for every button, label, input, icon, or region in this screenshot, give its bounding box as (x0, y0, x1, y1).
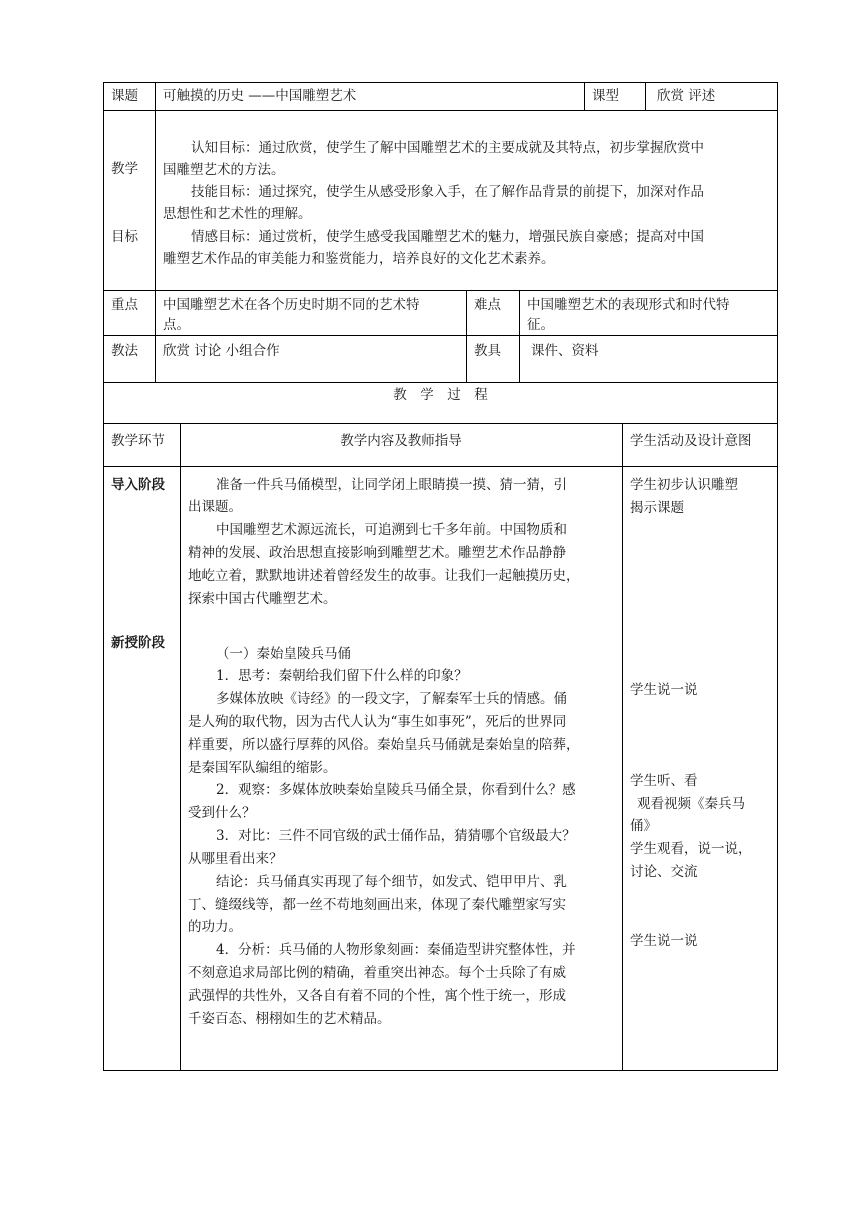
activity-line: 学生初步认识雕塑 (630, 477, 738, 493)
stage-column-header: 教学环节 (111, 433, 165, 449)
activity-column-header: 学生活动及设计意图 (630, 433, 752, 449)
stage-new: 新授阶段 (111, 635, 165, 651)
table-border-top (103, 82, 778, 83)
content-line: 样重要，所以盛行厚葬的风俗。秦始皇兵马俑就是秦始皇的陪葬， (188, 737, 580, 753)
goals-line: 国雕塑艺术的方法。 (163, 162, 285, 178)
goals-label-top: 教学 (111, 161, 138, 177)
method-value: 欣赏 讨论 小组合作 (163, 343, 280, 359)
content-line: 精神的发展、政治思想直接影响到雕塑艺术。雕塑艺术作品静静 (188, 545, 566, 561)
content-line: 中国雕塑艺术源远流长，可追溯到七千多年前。中国物质和 (216, 522, 567, 538)
content-line: 是人殉的取代物，因为古代人认为“事生如事死”，死后的世界同 (188, 714, 567, 730)
activity-line: 俑》 (630, 818, 657, 834)
col-divider (645, 82, 646, 111)
table-border-right (777, 82, 778, 1071)
content-line: 多媒体放映《诗经》的一段文字，了解秦军士兵的情感。俑 (216, 691, 567, 707)
key-point-label: 重点 (111, 297, 138, 313)
key-point-text: 中国雕塑艺术在各个历史时期不同的艺术特 (163, 297, 420, 313)
row-divider (103, 335, 778, 336)
content-line: 探索中国古代雕塑艺术。 (188, 591, 337, 607)
content-line: 4．分析：兵马俑的人物形象刻画：秦俑造型讲究整体性，并 (216, 942, 576, 958)
goals-line: 认知目标：通过欣赏，使学生了解中国雕塑艺术的主要成就及其特点，初步掌握欣赏中 (191, 140, 704, 156)
method-label: 教法 (111, 343, 138, 359)
type-label: 课型 (592, 88, 619, 104)
process-title: 教 学 过 程 (393, 387, 488, 403)
table-border-left (103, 82, 104, 1071)
table-border-bottom (103, 1070, 778, 1071)
activity-line: 学生观看，说一说， (630, 841, 752, 857)
difficulty-text: 征。 (527, 317, 554, 333)
content-line: 地屹立着，默默地讲述着曾经发生的故事。让我们一起触摸历史， (188, 568, 580, 584)
content-line: 不刻意追求局部比例的精确，着重突出神态。每个士兵除了有威 (188, 965, 566, 981)
content-line: 丁、缝缀线等，都一丝不苟地刻画出来，体现了秦代雕塑家写实 (188, 897, 566, 913)
content-line: 千姿百态、栩栩如生的艺术精品。 (188, 1011, 391, 1027)
row-divider (103, 290, 778, 291)
type-value: 欣赏 评述 (657, 88, 716, 104)
activity-line: 学生说一说 (630, 682, 698, 698)
activity-line: 学生听、看 (630, 773, 698, 789)
goals-label-bottom: 目标 (111, 229, 138, 245)
difficulty-label: 难点 (474, 297, 501, 313)
row-divider (103, 466, 778, 467)
col-divider (584, 82, 585, 111)
content-line: 受到什么？ (188, 805, 256, 821)
content-line: 是秦国军队编组的缩影。 (188, 760, 337, 776)
goals-line: 雕塑艺术作品的审美能力和鉴赏能力，培养良好的文化艺术素养。 (163, 251, 555, 267)
goals-line: 思想性和艺术性的理解。 (163, 206, 312, 222)
stage-intro: 导入阶段 (111, 477, 165, 493)
col-divider (466, 290, 467, 383)
row-divider (103, 423, 778, 424)
key-point-text: 点。 (163, 317, 190, 333)
row-divider (103, 110, 778, 111)
content-line: 武强悍的共性外，又各自有着不同的个性，寓个性于统一，形成 (188, 988, 566, 1004)
activity-line: 学生说一说 (630, 933, 698, 949)
content-line: （一）秦始皇陵兵马俑 (216, 646, 351, 662)
content-line: 结论：兵马俑真实再现了每个细节，如发式、铠甲甲片、乳 (216, 874, 567, 890)
tools-value: 课件、资料 (531, 343, 599, 359)
difficulty-text: 中国雕塑艺术的表现形式和时代特 (527, 297, 730, 313)
content-line: 3．对比：三件不同官级的武士俑作品，猜猜哪个官级最大？ (216, 828, 576, 844)
topic-label: 课题 (111, 88, 138, 104)
col-divider (180, 423, 181, 1071)
col-divider (519, 290, 520, 383)
tools-label: 教具 (474, 343, 501, 359)
activity-line: 讨论、交流 (630, 864, 698, 880)
content-line: 2．观察：多媒体放映秦始皇陵兵马俑全景，你看到什么？感 (216, 782, 576, 798)
goals-line: 技能目标：通过探究，使学生从感受形象入手，在了解作品背景的前提下，加深对作品 (191, 184, 704, 200)
col-divider (622, 423, 623, 1071)
activity-line: 揭示课题 (630, 500, 684, 516)
content-column-header: 教学内容及教师指导 (340, 433, 462, 449)
goals-line: 情感目标：通过赏析，使学生感受我国雕塑艺术的魅力，增强民族自豪感；提高对中国 (191, 229, 704, 245)
content-line: 的功力。 (188, 919, 242, 935)
content-line: 1．思考：秦朝给我们留下什么样的印象？ (216, 668, 468, 684)
content-line: 从哪里看出来？ (188, 851, 283, 867)
content-line: 出课题。 (188, 499, 242, 515)
topic-value: 可触摸的历史 ——中国雕塑艺术 (163, 88, 357, 104)
col-divider (155, 82, 156, 383)
content-line: 准备一件兵马俑模型，让同学闭上眼睛摸一摸、猜一猜，引 (216, 477, 567, 493)
activity-line: 观看视频《秦兵马 (637, 796, 745, 812)
